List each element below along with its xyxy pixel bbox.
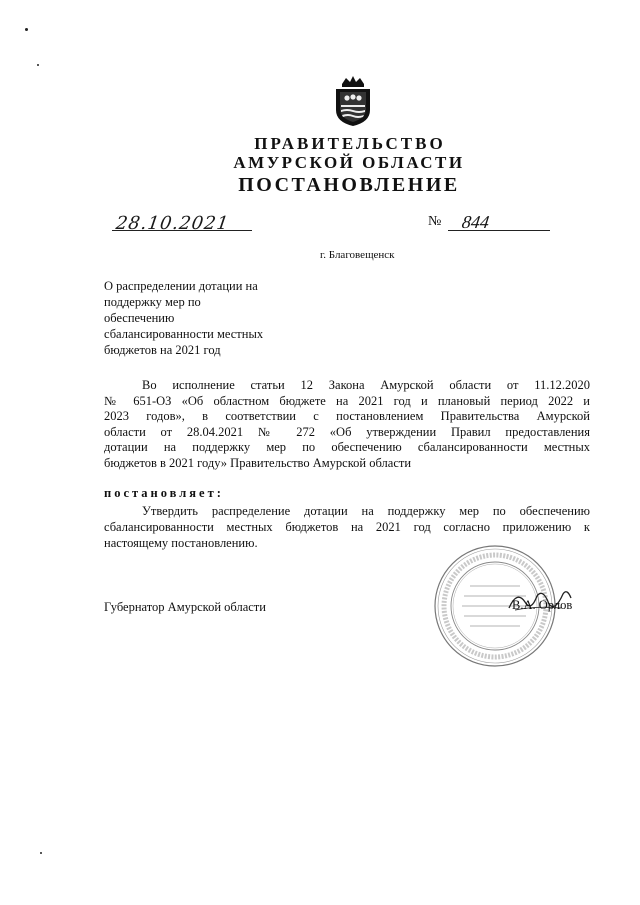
scan-speck — [25, 28, 28, 31]
subject-line: сбалансированности местных — [104, 327, 264, 341]
preamble-line: Во исполнение статьи 12 Закона Амурской области от 11.12.2020 — [142, 378, 590, 392]
signatory-title: Губернатор Амурской области — [104, 600, 266, 614]
number-sign: № — [428, 214, 442, 229]
number-underline — [448, 230, 550, 231]
preamble-line: дотации на поддержку мер по обеспечению сбалансированности местных — [104, 440, 590, 454]
document-date: 28.10.2021 — [114, 213, 231, 234]
signatory-name: В.А. Орлов — [512, 598, 573, 612]
scan-speck — [40, 852, 42, 854]
preamble-line: 2023 годов», в соответствии с постановлением Правительства Амурской — [104, 409, 590, 423]
subject-line: бюджетов на 2021 год — [104, 343, 221, 357]
resolution-line: сбалансированности местных бюджетов на 2021 год согласно приложению к — [104, 520, 590, 534]
issuer-line-1: ПРАВИТЕЛЬСТВО — [254, 134, 446, 153]
document-number: 844 — [460, 212, 491, 232]
amur-region-coat-of-arms-icon — [330, 74, 376, 128]
preamble-line: области от 28.04.2021 № 272 «Об утверждении Правил предоставления — [104, 424, 590, 439]
subject-line: О распределении дотации на — [104, 279, 258, 293]
document-subject — [104, 278, 334, 358]
subject-line: поддержку мер по — [104, 295, 201, 309]
issuing-city: г. Благовещенск — [320, 249, 395, 261]
document-type: ПОСТАНОВЛЕНИЕ — [238, 174, 460, 196]
decree-word: постановляет: — [104, 486, 224, 500]
preamble-line: бюджетов в 2021 году» Правительство Амурской области — [104, 455, 412, 470]
date-underline — [112, 230, 252, 231]
resolution-line: Утвердить распределение дотации на поддержку мер по обеспечению — [142, 504, 590, 518]
issuer-line-2: АМУРСКОЙ ОБЛАСТИ — [233, 153, 465, 172]
subject-line: обеспечению — [104, 311, 175, 325]
preamble-paragraph — [104, 378, 590, 471]
scan-speck — [37, 64, 39, 66]
resolution-line: настоящему постановлению. — [104, 536, 258, 550]
preamble-line: № 651-ОЗ «Об областном бюджете на 2021 год и плановый период 2022 и — [104, 393, 590, 408]
